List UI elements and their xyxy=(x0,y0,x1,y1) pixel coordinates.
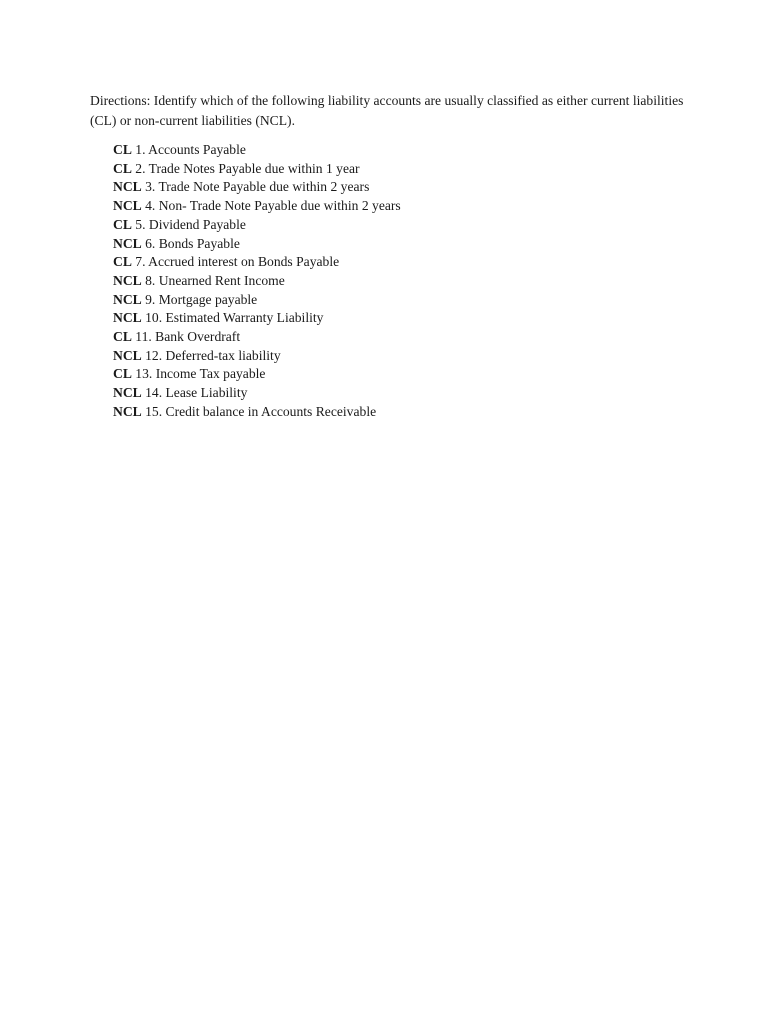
item-text: 7. Accrued interest on Bonds Payable xyxy=(135,254,340,270)
item-text: 10. Estimated Warranty Liability xyxy=(145,310,324,326)
list-item xyxy=(113,253,401,272)
answer-code: NCL xyxy=(113,235,142,251)
item-text: 11. Bank Overdraft xyxy=(135,329,241,345)
list-item xyxy=(113,197,401,216)
item-text: 6. Bonds Payable xyxy=(145,235,240,251)
list-item xyxy=(113,384,401,403)
answer-code: NCL xyxy=(113,347,142,363)
answer-code: CL xyxy=(113,142,132,157)
answer-code: CL xyxy=(113,366,132,382)
answer-code: CL xyxy=(113,160,132,176)
item-text: 14. Lease Liability xyxy=(145,385,248,401)
answer-code: CL xyxy=(113,254,132,270)
list-item xyxy=(113,235,401,254)
answer-code: NCL xyxy=(113,291,142,307)
answer-code: CL xyxy=(113,329,132,345)
item-text: 4. Non- Trade Note Payable due within 2 years xyxy=(145,198,401,214)
list-item xyxy=(113,309,401,328)
list-item xyxy=(113,403,401,422)
answer-list xyxy=(113,141,401,422)
answer-code: CL xyxy=(113,216,132,232)
answer-code: NCL xyxy=(113,179,142,195)
item-text: 9. Mortgage payable xyxy=(145,291,258,307)
directions-text: Directions: Identify which of the following liability accounts are usually classified as either current liabilities (CL) or non-current liabilities (NCL). xyxy=(90,93,684,128)
item-text: 12. Deferred-tax liability xyxy=(145,347,281,363)
item-text: 15. Credit balance in Accounts Receivable xyxy=(145,403,377,419)
item-text: 1. Accounts Payable xyxy=(135,142,246,157)
list-item xyxy=(113,141,401,160)
item-text: 8. Unearned Rent Income xyxy=(145,272,285,288)
answer-code: NCL xyxy=(113,403,142,419)
list-item xyxy=(113,160,401,179)
list-item xyxy=(113,272,401,291)
item-text: 3. Trade Note Payable due within 2 years xyxy=(145,179,370,195)
answer-code: NCL xyxy=(113,385,142,401)
item-text: 5. Dividend Payable xyxy=(135,216,246,232)
list-item xyxy=(113,365,401,384)
item-text: 2. Trade Notes Payable due within 1 year xyxy=(135,160,360,176)
answer-code: NCL xyxy=(113,198,142,214)
list-item xyxy=(113,216,401,235)
answer-code: NCL xyxy=(113,272,142,288)
list-item xyxy=(113,291,401,310)
item-text: 13. Income Tax payable xyxy=(135,366,266,382)
list-item xyxy=(113,328,401,347)
answer-code: NCL xyxy=(113,310,142,326)
list-item xyxy=(113,178,401,197)
list-item xyxy=(113,347,401,366)
